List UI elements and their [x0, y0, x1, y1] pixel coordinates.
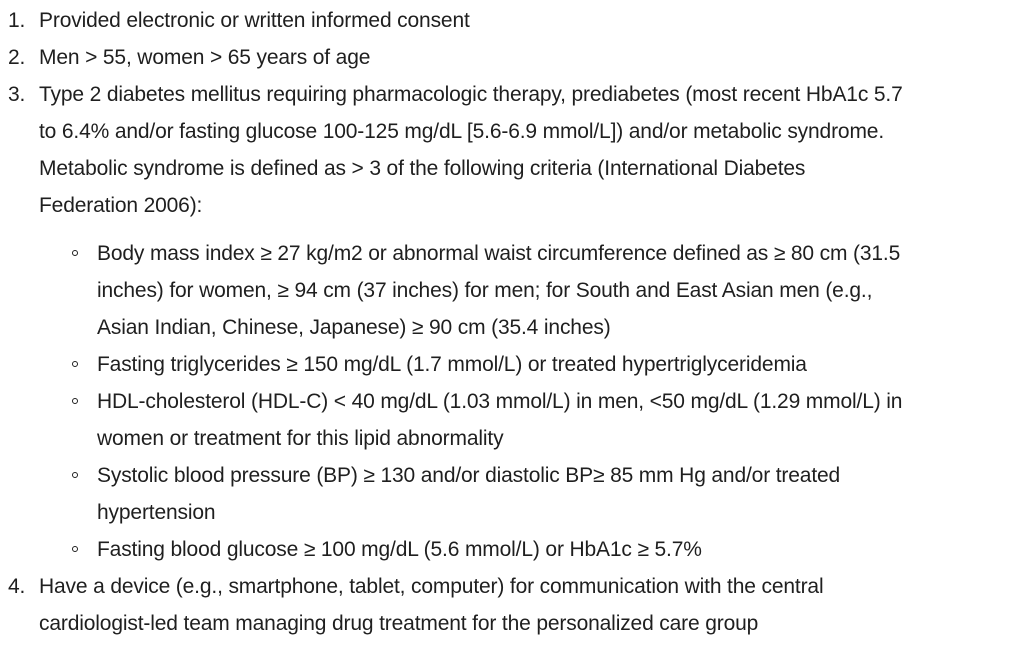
list-item-text: to 6.4% and/or fasting glucose 100-125 mg/dL [5.6-6.9 mmol/L]) and/or metabolic syndrome.: [39, 120, 885, 143]
sub-list-item-line: [0, 272, 1020, 309]
sub-list-item-line: [0, 457, 1020, 494]
sub-list-item-text: Asian Indian, Chinese, Japanese) ≥ 90 cm (35.4 inches): [97, 316, 611, 339]
sub-list-item-line: [0, 494, 1020, 531]
sub-list-item-line: [0, 235, 1020, 272]
sub-list-item-text: Fasting blood glucose ≥ 100 mg/dL (5.6 mmol/L) or HbA1c ≥ 5.7%: [97, 538, 702, 561]
sub-list-item: [0, 531, 1020, 568]
list-item-line: [0, 39, 1020, 76]
spacer: [0, 224, 1020, 235]
list-item: [0, 568, 1020, 642]
list-item-line: [0, 76, 1020, 113]
sub-list-item-text: Body mass index ≥ 27 kg/m2 or abnormal waist circumference defined as ≥ 80 cm (31.5: [97, 242, 901, 265]
sub-list-item: [0, 346, 1020, 383]
list-item-text: Have a device (e.g., smartphone, tablet, computer) for communication with the central: [39, 575, 824, 598]
list-item-line: [0, 2, 1020, 39]
sub-list-item-line: [0, 531, 1020, 568]
sub-list-item: [0, 383, 1020, 457]
hollow-bullet-icon: [72, 250, 78, 256]
list-item-line: [0, 113, 1020, 150]
list-item: [0, 39, 1020, 76]
list-item-number: 3.: [8, 83, 26, 106]
list-item: [0, 2, 1020, 39]
list-item-text: cardiologist-led team managing drug treatment for the personalized care group: [39, 612, 759, 635]
sub-list-item-text: women or treatment for this lipid abnormality: [97, 427, 504, 450]
sub-list-item-text: Fasting triglycerides ≥ 150 mg/dL (1.7 mmol/L) or treated hypertriglyceridemia: [97, 353, 807, 376]
list-item-text: Men > 55, women > 65 years of age: [39, 46, 371, 69]
list-item-line: [0, 605, 1020, 642]
sub-criteria-list: [0, 235, 1020, 568]
hollow-bullet-icon: [72, 472, 78, 478]
list-item-text: Type 2 diabetes mellitus requiring pharmacologic therapy, prediabetes (most recent HbA1c 5.7: [39, 83, 903, 106]
list-item: [0, 76, 1020, 568]
sub-list-item-text: Systolic blood pressure (BP) ≥ 130 and/or diastolic BP≥ 85 mm Hg and/or treated: [97, 464, 841, 487]
sub-list-item: [0, 457, 1020, 531]
list-item-number: 4.: [8, 575, 26, 598]
sub-list-item-line: [0, 420, 1020, 457]
sub-list-item-line: [0, 346, 1020, 383]
list-item-number: 2.: [8, 46, 26, 69]
hollow-bullet-icon: [72, 361, 78, 367]
list-item-line: [0, 150, 1020, 187]
sub-list-item-text: HDL-cholesterol (HDL-C) < 40 mg/dL (1.03 mmol/L) in men, <50 mg/dL (1.29 mmol/L) in: [97, 390, 903, 413]
hollow-bullet-icon: [72, 546, 78, 552]
list-item-line: [0, 187, 1020, 224]
sub-list-item-text: inches) for women, ≥ 94 cm (37 inches) for men; for South and East Asian men (e.g.,: [97, 279, 873, 302]
criteria-list: [0, 2, 1020, 642]
sub-list-item-line: [0, 309, 1020, 346]
sub-list-item-line: [0, 383, 1020, 420]
hollow-bullet-icon: [72, 398, 78, 404]
sub-list-item: [0, 235, 1020, 346]
list-item-text: Metabolic syndrome is defined as > 3 of the following criteria (International Diabetes: [39, 157, 806, 180]
list-item-line: [0, 568, 1020, 605]
list-item-text: Federation 2006):: [39, 194, 203, 217]
sub-list-item-text: hypertension: [97, 501, 216, 524]
list-item-number: 1.: [8, 9, 26, 32]
list-item-text: Provided electronic or written informed consent: [39, 9, 470, 32]
